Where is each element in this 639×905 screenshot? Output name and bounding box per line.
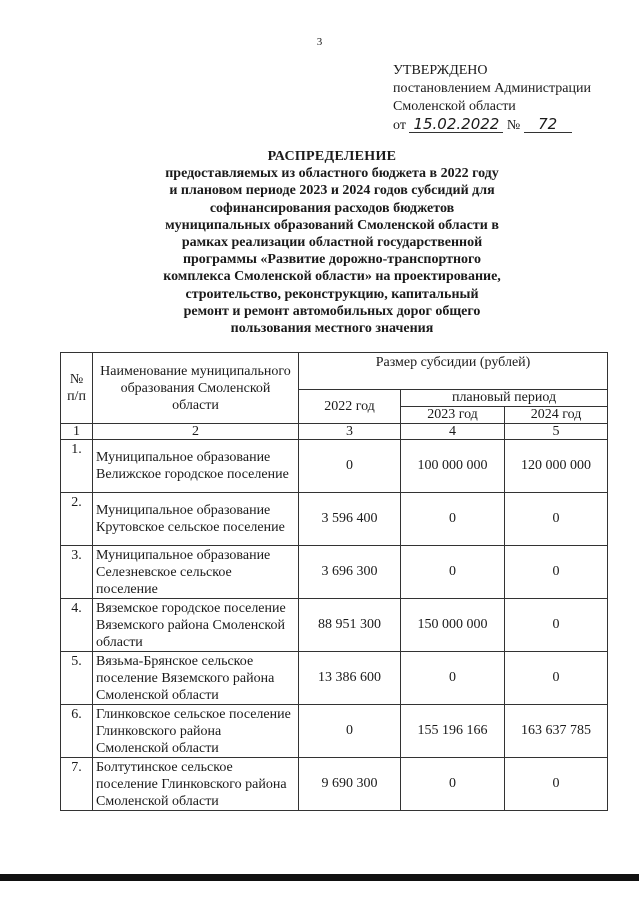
number-prefix: № <box>506 118 521 133</box>
approval-line-1: постановлением Администрации <box>393 81 591 96</box>
document-title: РАСПРЕДЕЛЕНИЕ <box>267 149 397 164</box>
row-index: 3. <box>61 546 93 599</box>
page-number: 3 <box>316 36 323 48</box>
col-number: 2 <box>93 424 299 440</box>
col-number: 3 <box>299 424 401 440</box>
heading-line: строительство, реконструкцию, капитальный <box>185 286 479 302</box>
header-number: № п/п <box>61 353 93 424</box>
column-number-row <box>61 424 608 440</box>
row-name: Глинковское сельское поселение Глинковского района Смоленской области <box>93 705 299 758</box>
heading-line: софинансирования расходов бюджетов <box>209 200 455 216</box>
header-2024: 2024 год <box>505 407 608 424</box>
row-index: 7. <box>61 758 93 811</box>
header-subsidy-size: Размер субсидии (рублей) <box>299 353 608 390</box>
row-2023: 155 196 166 <box>401 705 505 758</box>
heading-line: программы «Развитие дорожно-транспортного <box>182 252 482 268</box>
row-2024: 0 <box>505 599 608 652</box>
approval-stamp <box>393 62 591 135</box>
approval-title: УТВЕРЖДЕНО <box>393 63 488 78</box>
table-row <box>61 758 608 811</box>
row-2023: 100 000 000 <box>401 440 505 493</box>
row-2024: 163 637 785 <box>505 705 608 758</box>
row-name: Болтутинское сельское поселение Глинковского района Смоленской области <box>93 758 299 811</box>
heading-line: и плановом периоде 2023 и 2024 годов субсидий для <box>169 183 495 199</box>
table-row <box>61 652 608 705</box>
heading-line: пользования местного значения <box>230 321 434 337</box>
row-index: 4. <box>61 599 93 652</box>
table-row <box>61 493 608 546</box>
table-row <box>61 546 608 599</box>
row-2022: 13 386 600 <box>299 652 401 705</box>
row-2022: 0 <box>299 440 401 493</box>
heading-line: предоставляемых из областного бюджета в 2022 году <box>165 166 499 182</box>
heading-line: муниципальных образований Смоленской области в <box>165 217 499 233</box>
row-2023: 0 <box>401 652 505 705</box>
row-index: 2. <box>61 493 93 546</box>
row-2023: 0 <box>401 758 505 811</box>
col-number: 4 <box>401 424 505 440</box>
row-2024: 120 000 000 <box>505 440 608 493</box>
handwritten-number: 72 <box>524 116 572 133</box>
row-2022: 9 690 300 <box>299 758 401 811</box>
row-2024: 0 <box>505 546 608 599</box>
heading-line: ремонт и ремонт автомобильных дорог общего <box>183 303 481 319</box>
heading-line: рамках реализации областной государственной <box>181 235 483 251</box>
row-index: 6. <box>61 705 93 758</box>
row-2022: 0 <box>299 705 401 758</box>
row-index: 1. <box>61 440 93 493</box>
table-row <box>61 599 608 652</box>
row-2022: 3 596 400 <box>299 493 401 546</box>
header-2023: 2023 год <box>401 407 505 424</box>
row-2023: 150 000 000 <box>401 599 505 652</box>
approval-line-2: Смоленской области <box>393 99 516 114</box>
row-2023: 0 <box>401 546 505 599</box>
table-row <box>61 440 608 493</box>
table-row <box>61 705 608 758</box>
approval-date-line <box>393 116 591 135</box>
scan-edge-bar <box>0 874 639 881</box>
row-name: Вязьма-Брянское сельское поселение Вяземского района Смоленской области <box>93 652 299 705</box>
row-2024: 0 <box>505 758 608 811</box>
row-2023: 0 <box>401 493 505 546</box>
handwritten-date: 15.02.2022 <box>409 116 503 133</box>
header-name: Наименование муниципального образования Смоленской области <box>93 353 299 424</box>
subsidy-table <box>60 352 608 811</box>
row-name: Вяземское городское поселение Вяземского района Смоленской области <box>93 599 299 652</box>
col-number: 5 <box>505 424 608 440</box>
header-2022: 2022 год <box>299 390 401 424</box>
row-2022: 3 696 300 <box>299 546 401 599</box>
row-name: Муниципальное образование Селезневское сельское поселение <box>93 546 299 599</box>
document-heading <box>100 148 564 337</box>
row-2022: 88 951 300 <box>299 599 401 652</box>
heading-line: комплекса Смоленской области» на проектирование, <box>163 269 501 285</box>
col-number: 1 <box>61 424 93 440</box>
row-name: Муниципальное образование Крутовское сельское поселение <box>93 493 299 546</box>
header-plan-period: плановый период <box>401 390 608 407</box>
row-2024: 0 <box>505 493 608 546</box>
date-prefix: от <box>393 118 406 133</box>
row-index: 5. <box>61 652 93 705</box>
row-name: Муниципальное образование Велижское городское поселение <box>93 440 299 493</box>
row-2024: 0 <box>505 652 608 705</box>
